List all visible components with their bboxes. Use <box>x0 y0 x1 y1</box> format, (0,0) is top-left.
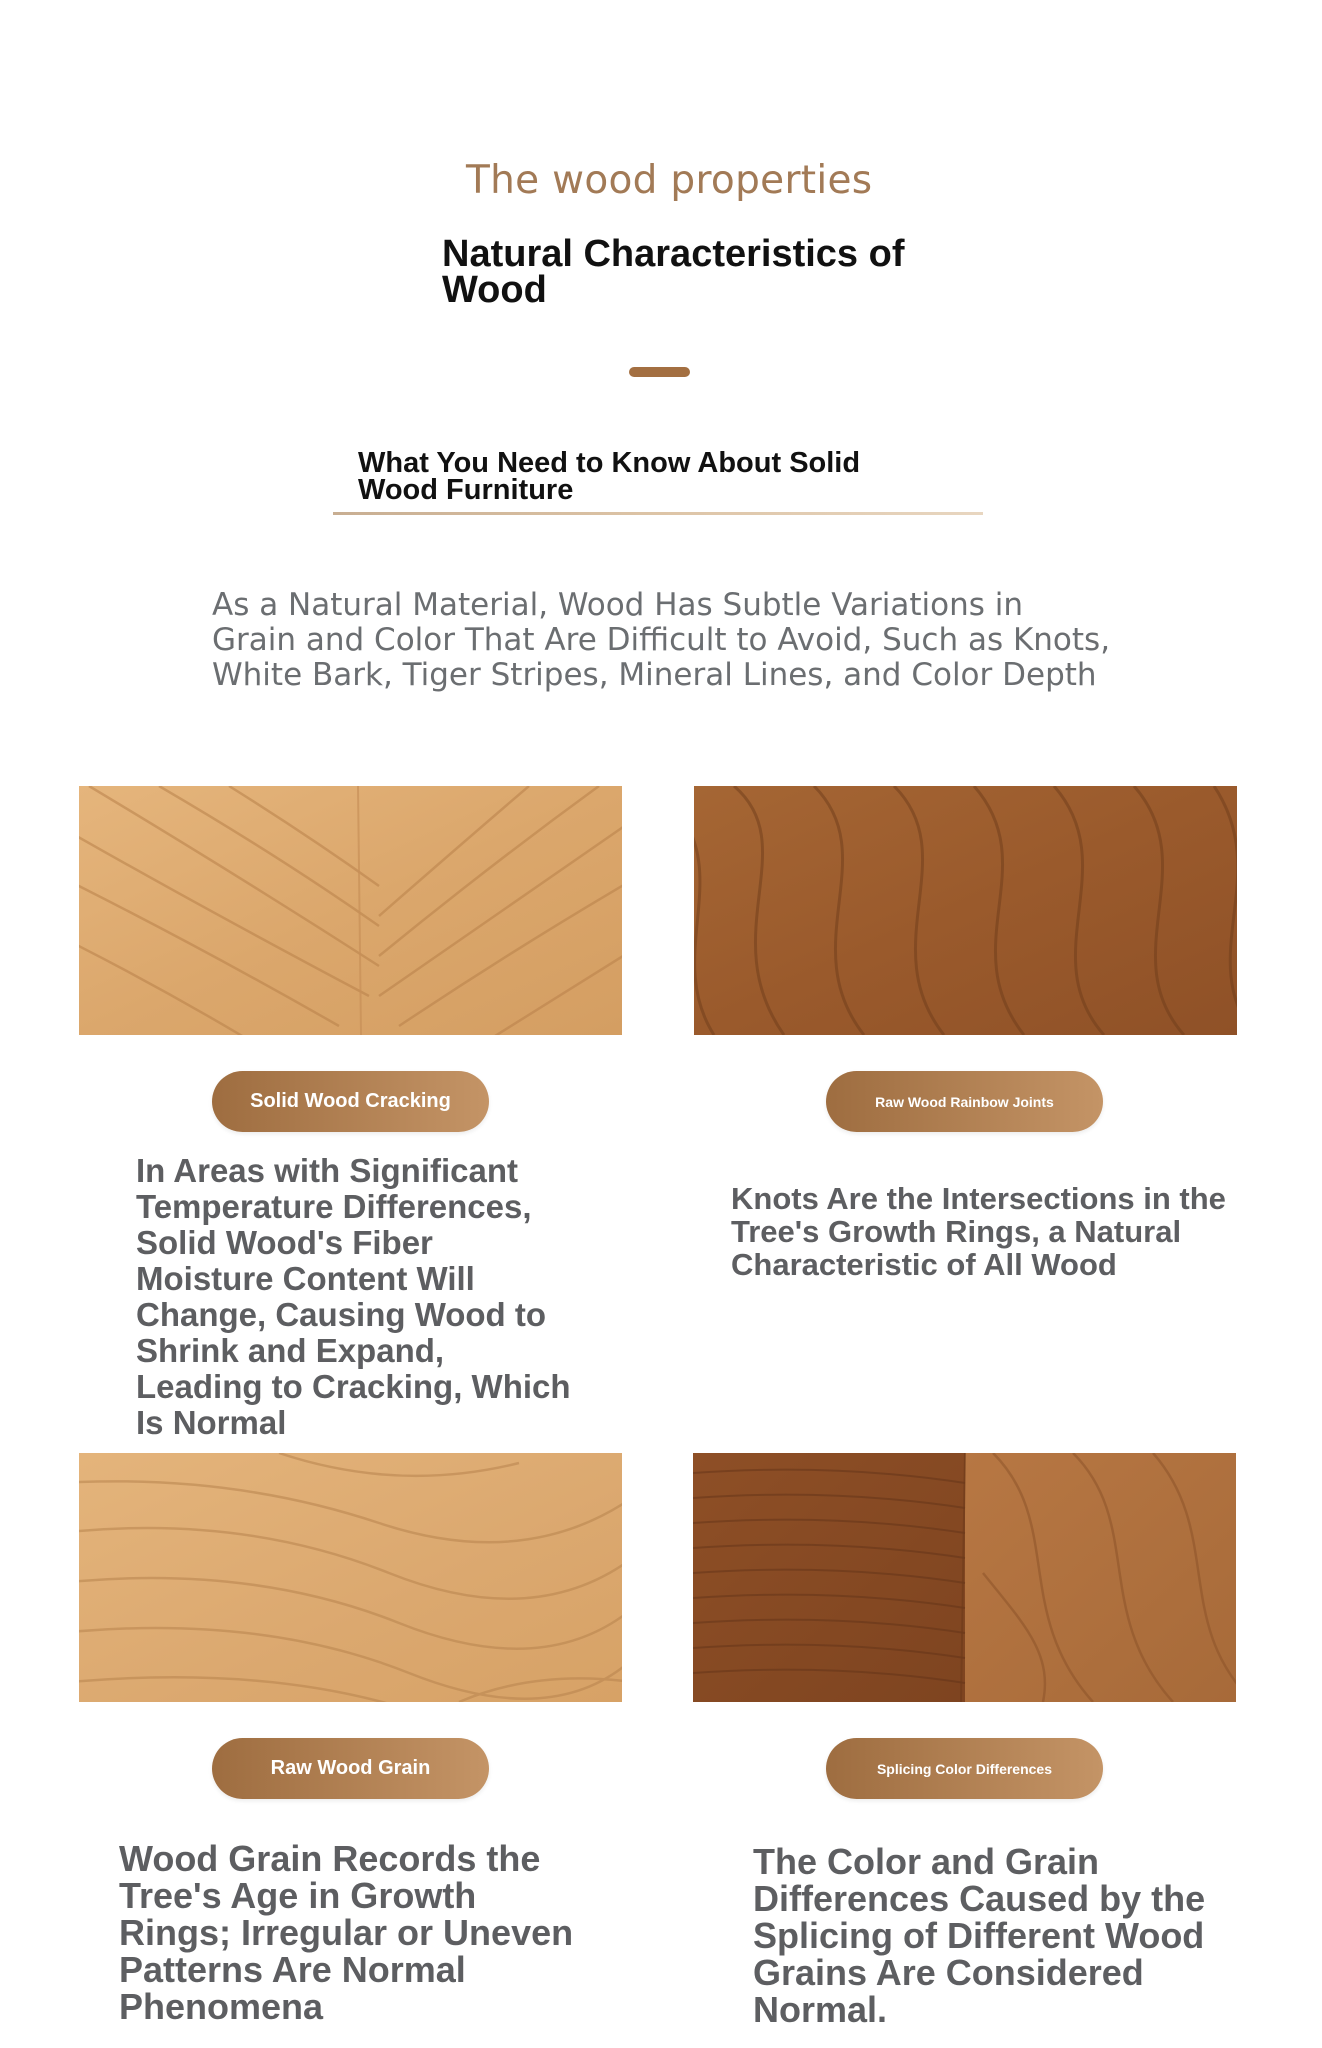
card-label-raw-wood-rainbow-joints: Raw Wood Rainbow Joints <box>826 1071 1103 1132</box>
wood-rainbow-joints-photo <box>694 786 1237 1035</box>
page-title: Natural Characteristics of Wood <box>442 233 905 311</box>
card-label-raw-wood-grain: Raw Wood Grain <box>212 1738 489 1799</box>
wood-cracking-photo <box>79 786 622 1035</box>
subtitle-underline <box>333 512 983 515</box>
wood-splicing-photo <box>693 1453 1236 1702</box>
section-subtitle: What You Need to Know About Solid Wood Furniture <box>358 447 861 506</box>
wood-grain-photo <box>79 1453 622 1702</box>
title-accent-bar <box>629 367 690 377</box>
intro-paragraph: As a Natural Material, Wood Has Subtle Variations in Grain and Color That Are Difficult to Avoid, Such as Knots, White Bark, Tiger Stripes, Mineral Lines, and Color Depth <box>212 587 1111 693</box>
section-kicker: The wood properties <box>466 158 873 203</box>
card-description-splicing-color-differences: The Color and Grain Differences Caused by the Splicing of Different Wood Grains Are Considered Normal. <box>753 1841 1206 2030</box>
card-description-raw-wood-grain: Wood Grain Records the Tree's Age in Growth Rings; Irregular or Uneven Patterns Are Normal Phenomena <box>119 1838 574 2027</box>
card-description-solid-wood-cracking: In Areas with Significant Temperature Differences, Solid Wood's Fiber Moisture Content Will Change, Causing Wood to Shrink and Expand, Leading to Cracking, Which Is Normal <box>136 1152 571 1441</box>
card-label-splicing-color-differences: Splicing Color Differences <box>826 1738 1103 1799</box>
card-description-raw-wood-rainbow-joints: Knots Are the Intersections in the Tree's Growth Rings, a Natural Characteristic of All Wood <box>731 1181 1226 1282</box>
card-label-solid-wood-cracking: Solid Wood Cracking <box>212 1071 489 1132</box>
